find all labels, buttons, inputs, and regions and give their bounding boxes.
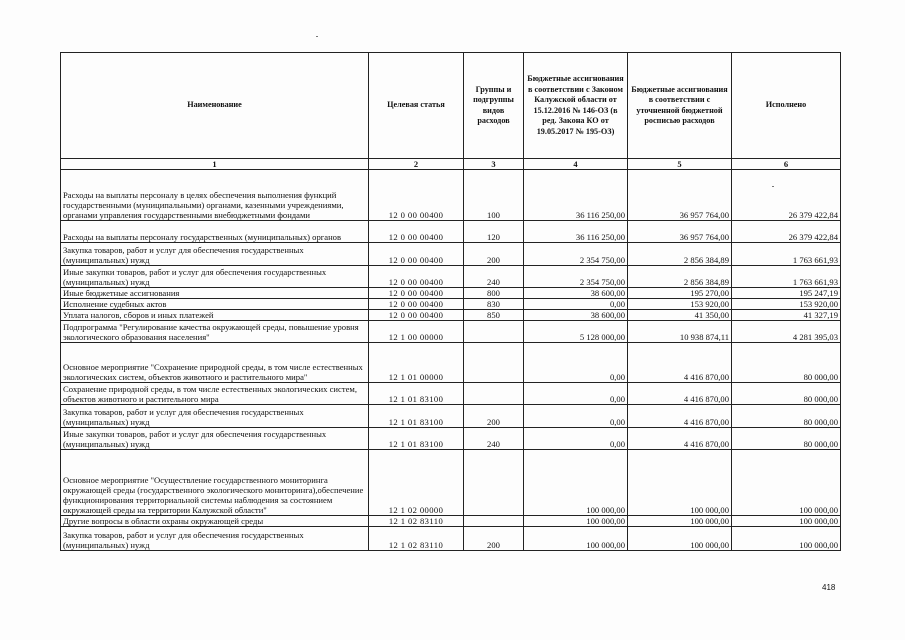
table-row <box>61 405 841 428</box>
table-row <box>61 310 841 321</box>
table-row <box>61 516 841 527</box>
column-number: 2 <box>369 159 464 170</box>
table-row <box>61 428 841 450</box>
row-group: 200 <box>464 405 524 428</box>
row-target-code: 12 1 02 83110 <box>369 516 464 527</box>
row-name: Другие вопросы в области охраны окружающей среды <box>61 516 369 527</box>
row-group <box>464 321 524 343</box>
row-target-code: 12 0 00 00400 <box>369 266 464 288</box>
page-number: 418 <box>822 583 836 592</box>
row-executed-amount: 1 763 661,93 <box>732 243 841 266</box>
row-refined-amount: 4 416 870,00 <box>628 405 732 428</box>
row-group <box>464 383 524 405</box>
header-refined-allocations: Бюджетные ассигнования в соответствии с уточненной бюджетной росписью расходов <box>628 53 732 159</box>
row-name: Закупка товаров, работ и услуг для обеспечения государственных (муниципальных) нужд <box>61 527 369 551</box>
budget-execution-table <box>60 52 841 551</box>
row-executed-amount: 26 379 422,84 <box>732 221 841 243</box>
header-expense-groups: Группы и подгруппы видов расходов <box>464 53 524 159</box>
row-group: 240 <box>464 266 524 288</box>
table-row <box>61 450 841 516</box>
row-executed-amount: 100 000,00 <box>732 516 841 527</box>
header-executed: Исполнено <box>732 53 841 159</box>
row-executed-amount: 195 247,19 <box>732 288 841 299</box>
row-name: Подпрограмма "Регулирование качества окружающей среды, повышение уровня экологического образования населения" <box>61 321 369 343</box>
row-target-code: 12 0 00 00400 <box>369 221 464 243</box>
row-name: Иные закупки товаров, работ и услуг для обеспечения государственных (муниципальных) нужд <box>61 428 369 450</box>
row-law-amount: 0,00 <box>524 383 628 405</box>
row-executed-amount: 80 000,00 <box>732 383 841 405</box>
row-executed-amount: 80 000,00 <box>732 405 841 428</box>
row-law-amount: 2 354 750,00 <box>524 243 628 266</box>
column-number: 3 <box>464 159 524 170</box>
row-refined-amount: 36 957 764,00 <box>628 221 732 243</box>
row-refined-amount: 10 938 874,11 <box>628 321 732 343</box>
row-group: 120 <box>464 221 524 243</box>
row-refined-amount: 2 856 384,89 <box>628 266 732 288</box>
row-refined-amount: 2 856 384,89 <box>628 243 732 266</box>
row-target-code: 12 1 01 83100 <box>369 428 464 450</box>
row-name: Уплата налогов, сборов и иных платежей <box>61 310 369 321</box>
row-refined-amount: 100 000,00 <box>628 516 732 527</box>
row-executed-amount: 100 000,00 <box>732 527 841 551</box>
table-row <box>61 288 841 299</box>
row-refined-amount: 100 000,00 <box>628 450 732 516</box>
row-target-code: 12 1 00 00000 <box>369 321 464 343</box>
row-target-code: 12 1 01 00000 <box>369 343 464 383</box>
row-law-amount: 0,00 <box>524 405 628 428</box>
row-name: Основное мероприятие "Осуществление государственного мониторинга окружающей среды (государственного экологического мониторинга),обеспечение функционирования территориальной системы наблюдения за состоянием окружающей среды на территории Калужской области" <box>61 450 369 516</box>
header-name: Наименование <box>61 53 369 159</box>
table-row <box>61 170 841 221</box>
row-target-code: 12 1 01 83100 <box>369 383 464 405</box>
row-executed-amount: 80 000,00 <box>732 343 841 383</box>
row-name: Основное мероприятие "Сохранение природной среды, в том числе естественных экологических систем, объектов животного и растительного мира" <box>61 343 369 383</box>
row-law-amount: 0,00 <box>524 343 628 383</box>
row-executed-amount: 4 281 395,03 <box>732 321 841 343</box>
row-law-amount: 100 000,00 <box>524 527 628 551</box>
header-target-article: Целевая статья <box>369 53 464 159</box>
column-number: 5 <box>628 159 732 170</box>
column-number: 1 <box>61 159 369 170</box>
row-target-code: 12 1 02 00000 <box>369 450 464 516</box>
row-target-code: 12 0 00 00400 <box>369 310 464 321</box>
table-row <box>61 299 841 310</box>
row-refined-amount: 4 416 870,00 <box>628 428 732 450</box>
row-name: Иные бюджетные ассигнования <box>61 288 369 299</box>
table-row <box>61 321 841 343</box>
row-refined-amount: 153 920,00 <box>628 299 732 310</box>
row-law-amount: 38 600,00 <box>524 310 628 321</box>
row-name: Исполнение судебных актов <box>61 299 369 310</box>
row-group <box>464 450 524 516</box>
row-law-amount: 0,00 <box>524 428 628 450</box>
row-name: Иные закупки товаров, работ и услуг для обеспечения государственных (муниципальных) нужд <box>61 266 369 288</box>
table-row <box>61 343 841 383</box>
table-row <box>61 221 841 243</box>
row-law-amount: 2 354 750,00 <box>524 266 628 288</box>
row-law-amount: 100 000,00 <box>524 450 628 516</box>
row-group: 240 <box>464 428 524 450</box>
row-executed-amount: 41 327,19 <box>732 310 841 321</box>
row-law-amount: 38 600,00 <box>524 288 628 299</box>
row-executed-amount: 100 000,00 <box>732 450 841 516</box>
scan-speck <box>316 36 318 37</box>
row-target-code: 12 1 02 83110 <box>369 527 464 551</box>
row-group <box>464 516 524 527</box>
table-row <box>61 266 841 288</box>
row-refined-amount: 4 416 870,00 <box>628 383 732 405</box>
row-refined-amount: 41 350,00 <box>628 310 732 321</box>
row-law-amount: 36 116 250,00 <box>524 221 628 243</box>
row-group: 200 <box>464 527 524 551</box>
row-name: Расходы на выплаты персоналу в целях обеспечения выполнения функций государственными (муниципальными) органами, казенными учреждениями, органами управления государственными внебюджетными фондами <box>61 170 369 221</box>
row-target-code: 12 0 00 00400 <box>369 299 464 310</box>
row-executed-amount: 26 379 422,84 <box>732 170 841 221</box>
row-name: Сохранение природной среды, в том числе естественных экологических систем, объектов животного и растительного мира <box>61 383 369 405</box>
row-law-amount: 0,00 <box>524 299 628 310</box>
header-row <box>61 53 841 159</box>
table-row <box>61 243 841 266</box>
row-target-code: 12 0 00 00400 <box>369 243 464 266</box>
row-target-code: 12 1 01 83100 <box>369 405 464 428</box>
row-name: Расходы на выплаты персоналу государственных (муниципальных) органов <box>61 221 369 243</box>
row-executed-amount: 153 920,00 <box>732 299 841 310</box>
row-law-amount: 36 116 250,00 <box>524 170 628 221</box>
table-row <box>61 527 841 551</box>
header-law-allocations: Бюджетные ассигнования в соответствии с Законом Калужской области от 15.12.2016 № 146-ОЗ (в ред. Закона КО от 19.05.2017 № 195-ОЗ) <box>524 53 628 159</box>
row-name: Закупка товаров, работ и услуг для обеспечения государственных (муниципальных) нужд <box>61 405 369 428</box>
row-refined-amount: 4 416 870,00 <box>628 343 732 383</box>
column-number: 4 <box>524 159 628 170</box>
row-group: 200 <box>464 243 524 266</box>
row-refined-amount: 195 270,00 <box>628 288 732 299</box>
row-name: Закупка товаров, работ и услуг для обеспечения государственных (муниципальных) нужд <box>61 243 369 266</box>
row-executed-amount: 80 000,00 <box>732 428 841 450</box>
row-law-amount: 100 000,00 <box>524 516 628 527</box>
row-executed-amount: 1 763 661,93 <box>732 266 841 288</box>
row-group: 850 <box>464 310 524 321</box>
row-group: 830 <box>464 299 524 310</box>
row-law-amount: 5 128 000,00 <box>524 321 628 343</box>
row-group <box>464 343 524 383</box>
row-target-code: 12 0 00 00400 <box>369 170 464 221</box>
row-refined-amount: 36 957 764,00 <box>628 170 732 221</box>
row-group: 800 <box>464 288 524 299</box>
column-number-row <box>61 159 841 170</box>
row-group: 100 <box>464 170 524 221</box>
row-target-code: 12 0 00 00400 <box>369 288 464 299</box>
row-refined-amount: 100 000,00 <box>628 527 732 551</box>
column-number: 6 <box>732 159 841 170</box>
table-row <box>61 383 841 405</box>
